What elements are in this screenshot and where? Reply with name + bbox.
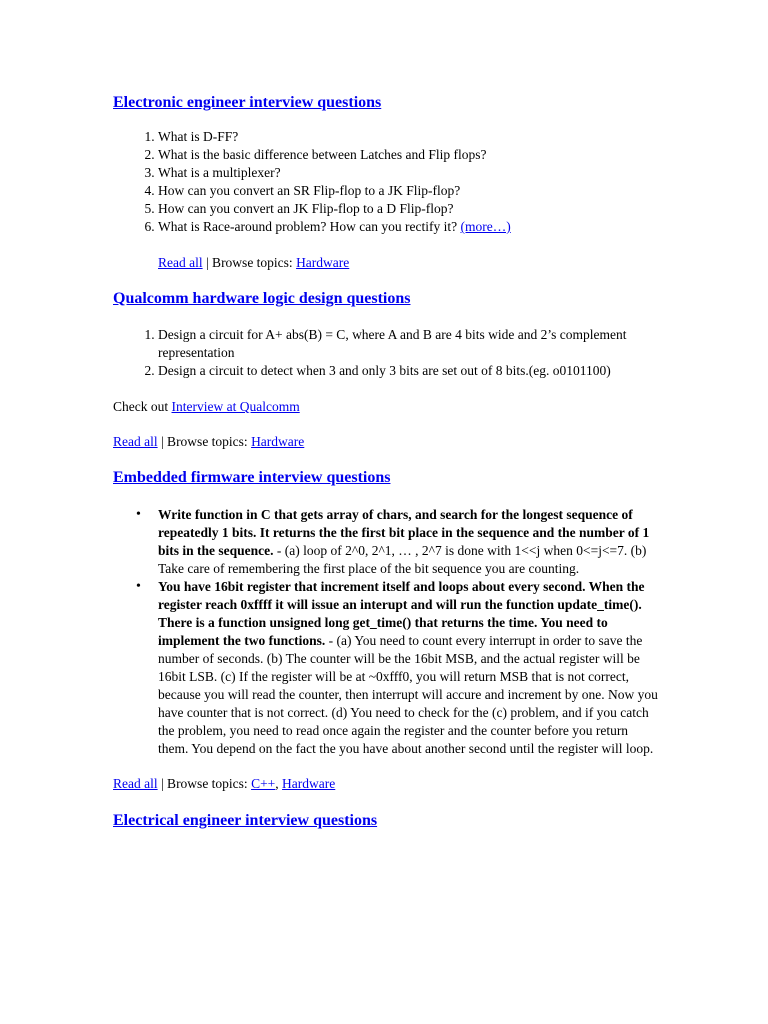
post-electronic: [113, 93, 658, 272]
post-meta: [113, 433, 658, 451]
read-all-link[interactable]: Read all: [113, 434, 158, 449]
browse-topics-label: | Browse topics:: [205, 255, 293, 270]
list-item: 1. Design a circuit for A+ abs(B) = C, where A and B are 4 bits wide and 2’s complement representation: [158, 326, 658, 362]
topic-link-hardware[interactable]: Hardware: [296, 255, 350, 270]
question-list: [113, 506, 658, 758]
post-title-link[interactable]: Qualcomm hardware logic design questions: [113, 290, 411, 307]
browse-topics-label: | Browse topics:: [160, 776, 248, 791]
more-link[interactable]: (more…): [460, 219, 511, 234]
post-title: [113, 93, 658, 113]
read-all-link[interactable]: Read all: [113, 776, 158, 791]
list-item: [158, 578, 658, 758]
post-title: [113, 289, 658, 309]
question-list: [113, 326, 658, 380]
list-item: [158, 506, 658, 578]
list-item: 1. What is D-FF?: [158, 128, 658, 146]
post-electrical: [113, 811, 658, 831]
browse-topics-label: | Browse topics:: [160, 434, 248, 449]
checkout-line: [113, 398, 658, 416]
list-item: 2. Design a circuit to detect when 3 and only 3 bits are set out of 8 bits.(eg. o0101100): [158, 362, 658, 380]
checkout-prefix: Check out: [113, 399, 169, 414]
post-qualcomm: [113, 289, 658, 451]
post-title: [113, 811, 658, 831]
read-all-link[interactable]: Read all: [158, 255, 203, 270]
list-item: 2. What is the basic difference between Latches and Flip flops?: [158, 146, 658, 164]
list-item: 5. How can you convert an JK Flip-flop to a D Flip-flop?: [158, 200, 658, 218]
post-embedded: [113, 468, 658, 793]
list-item: 4. How can you convert an SR Flip-flop to a JK Flip-flop?: [158, 182, 658, 200]
post-meta: [158, 254, 658, 272]
topic-link-cpp[interactable]: C++: [251, 776, 276, 791]
answer-text: - (a) You need to count every interrupt in order to save the number of seconds. (b) The counter will be the 16bit MSB, and the actual register will be 16bit LSB. (c) If the register will be at ~0xfff0, you will return MSB that is not correct, because you will read the counter, then interrupt will accure and increment by one. Now you have counter that is not correct. (d) You need to check for the (c) problem, and if you catch the problem, you need to read once again the register and the counter before you return them. You depend on the fact the you have about another second until the register will loop.: [158, 633, 658, 756]
checkout-link[interactable]: Interview at Qualcomm: [171, 399, 300, 414]
post-title-link[interactable]: Electrical engineer interview questions: [113, 812, 378, 829]
post-title: [113, 468, 658, 488]
question-list: [113, 128, 658, 236]
question-bold: Write function in C that gets array of chars, and search for the longest sequence of repeatedly 1 bits. It returns the the first bit place in the sequence and the number of 1 bits in the sequence.: [158, 507, 650, 558]
blog-content: [113, 93, 658, 831]
question-bold: You have 16bit register that increment itself and loops about every second. When the register reach 0xffff it will issue an interupt and will run the function update_time(). There is a function unsigned long get_time() that returns the time. You need to implement the two functions.: [158, 579, 645, 648]
post-title-link[interactable]: Electronic engineer interview questions: [113, 94, 382, 111]
list-item: [158, 218, 658, 236]
topic-link-hardware[interactable]: Hardware: [282, 776, 336, 791]
topic-link-hardware[interactable]: Hardware: [251, 434, 305, 449]
list-item-text: What is Race-around problem? How can you rectify it?: [158, 219, 458, 234]
post-title-link[interactable]: Embedded firmware interview questions: [113, 469, 391, 486]
answer-text: - (a) loop of 2^0, 2^1, … , 2^7 is done with 1<<j when 0<=j<=7. (b) Take care of remembering the first place of the bit sequence you are counting.: [158, 543, 647, 576]
post-meta: Read all | Browse topics: C++, Hardware: [113, 776, 336, 791]
list-item: 3. What is a multiplexer?: [158, 164, 658, 182]
